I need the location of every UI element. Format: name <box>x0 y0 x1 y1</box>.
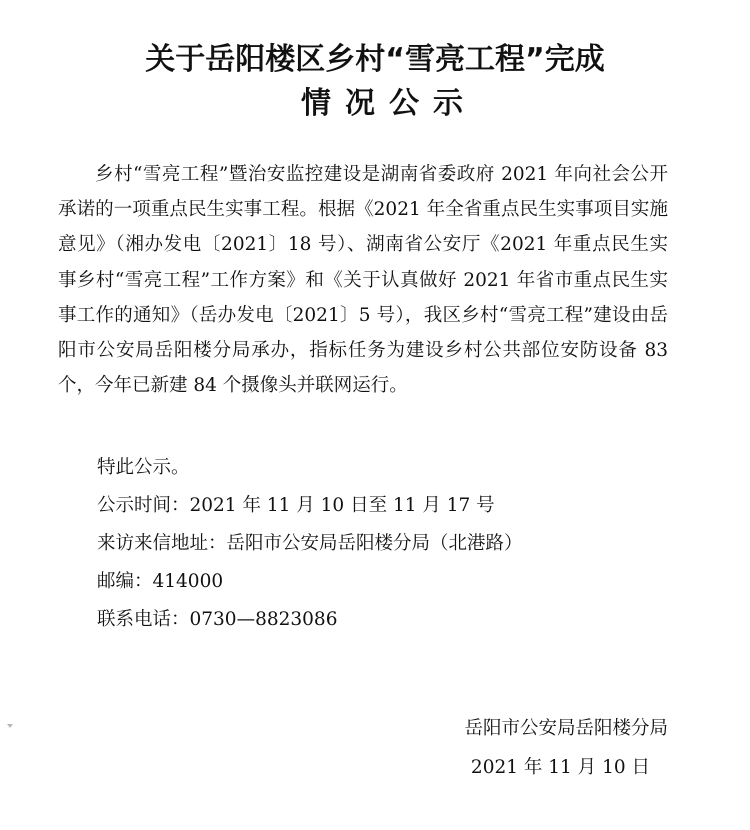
document-title: 关于岳阳楼区乡村“雪亮工程”完成 <box>145 42 605 77</box>
document-subtitle: 情况公示 <box>301 86 477 121</box>
main-paragraph: 乡村“雪亮工程”暨治安监控建设是湖南省委政府 2021 年向社会公开承诺的一项重点民生实事工程。根据《2021 年全省重点民生实事项目实施意见》（湘办发电〔2021〕18 号）、湖南省公安厅《2021 年重点民生实事乡村“雪亮工程”工作方案》和《关于认真做好 2021 年省市重点民生实事工作的通知》（岳办发电〔2021〕5 号），我区乡村“雪亮工程”建设由岳阳市公安局岳阳楼分局承办，指标任务为建设乡村公共部位安防设备 83 个，今年已新建 84 个摄像头并联网运行。 <box>58 164 668 397</box>
notice-statement: 特此公示。 <box>97 457 190 478</box>
postal-code: 邮编：414000 <box>97 571 224 592</box>
signature-date: 2021 年 11 月 10 日 <box>470 757 650 778</box>
margin-mark-icon <box>7 724 13 728</box>
signature-organization: 岳阳市公安局岳阳楼分局 <box>464 718 668 739</box>
publicity-period: 公示时间：2021 年 11 月 10 日至 11 月 17 号 <box>97 495 495 516</box>
contact-phone: 联系电话：0730—8823086 <box>97 609 338 630</box>
contact-address: 来访来信地址：岳阳市公安局岳阳楼分局（北港路） <box>97 533 523 554</box>
